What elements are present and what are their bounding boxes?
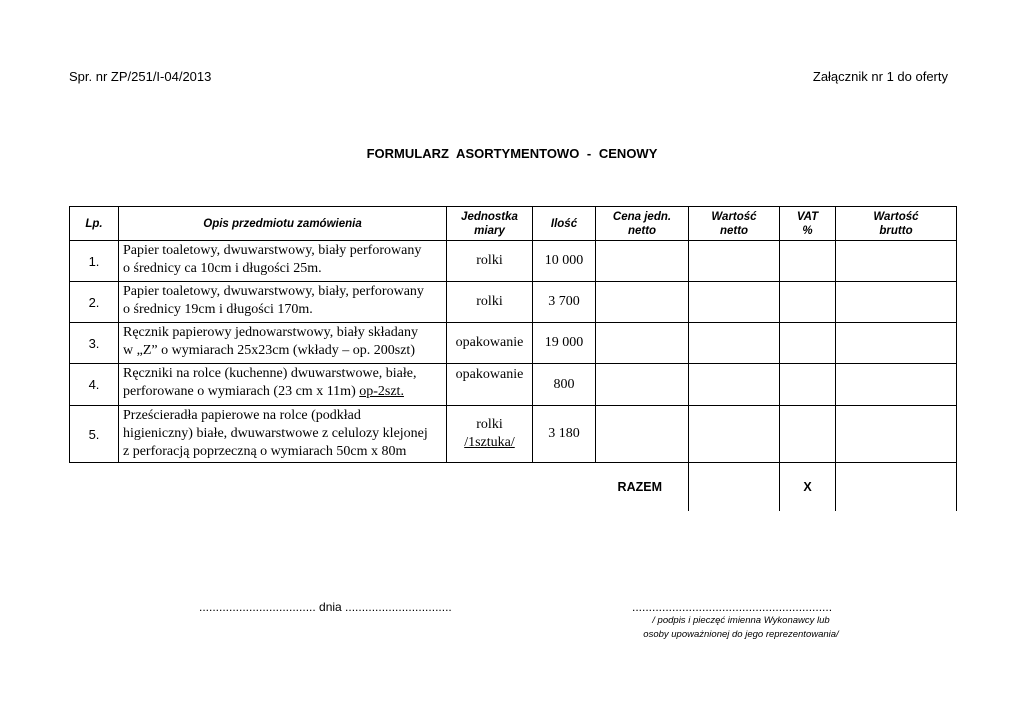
row-lp: 3. bbox=[70, 323, 119, 364]
header-unit-price bbox=[596, 207, 689, 241]
summary-gross-total-cell[interactable] bbox=[836, 463, 957, 512]
row-lp: 1. bbox=[70, 241, 119, 282]
signature-line: ............................................................ bbox=[632, 600, 833, 614]
header-vat-line2: % bbox=[802, 224, 813, 237]
description-underlined-note: op-2szt. bbox=[359, 384, 404, 399]
header-vat bbox=[780, 207, 836, 241]
row-unit: opakowanie bbox=[447, 323, 533, 364]
row-quantity: 10 000 bbox=[533, 241, 596, 282]
row-unit: rolki bbox=[447, 282, 533, 323]
summary-net-total-cell[interactable] bbox=[689, 463, 780, 512]
row-description bbox=[119, 323, 447, 364]
table-row bbox=[70, 241, 957, 282]
summary-label: RAZEM bbox=[596, 463, 689, 512]
row-net-value-cell[interactable] bbox=[689, 364, 780, 406]
table-row bbox=[70, 323, 957, 364]
header-unit-line1: Jednostka bbox=[461, 210, 518, 223]
row-gross-value-cell[interactable] bbox=[836, 364, 957, 406]
header-gross-value-line2: brutto bbox=[879, 224, 913, 237]
reference-number: Spr. nr ZP/251/I-04/2013 bbox=[69, 69, 212, 84]
row-description bbox=[119, 406, 447, 463]
header-description: Opis przedmiotu zamówienia bbox=[119, 207, 447, 241]
row-net-value-cell[interactable] bbox=[689, 406, 780, 463]
row-gross-value-cell[interactable] bbox=[836, 406, 957, 463]
description-line: Prześcieradła papierowe na rolce (podkład bbox=[123, 408, 361, 423]
row-unit-price-cell[interactable] bbox=[596, 406, 689, 463]
row-vat-cell[interactable] bbox=[780, 406, 836, 463]
header-unit-price-line1: Cena jedn. bbox=[612, 210, 672, 223]
header-net-value-line1: Wartość bbox=[711, 210, 757, 223]
row-unit bbox=[447, 406, 533, 463]
header-unit-line2: miary bbox=[474, 224, 505, 237]
description-line: Ręczniki na rolce (kuchenne) dwuwarstwowe, białe, bbox=[123, 366, 417, 381]
row-lp: 2. bbox=[70, 282, 119, 323]
description-line: o średnicy 19cm i długości 170m. bbox=[123, 302, 313, 317]
row-unit-price-cell[interactable] bbox=[596, 364, 689, 406]
summary-blank bbox=[447, 463, 533, 512]
price-form-table bbox=[69, 206, 957, 511]
row-quantity: 800 bbox=[533, 364, 596, 406]
description-line: Papier toaletowy, dwuwarstwowy, biały perforowany bbox=[123, 243, 422, 258]
row-vat-cell[interactable] bbox=[780, 241, 836, 282]
row-gross-value-cell[interactable] bbox=[836, 323, 957, 364]
table-header-row bbox=[70, 207, 957, 241]
signature-note bbox=[600, 614, 882, 642]
table-row bbox=[70, 406, 957, 463]
header-quantity: Ilość bbox=[533, 207, 596, 241]
table-row bbox=[70, 364, 957, 406]
header-net-value bbox=[689, 207, 780, 241]
row-unit-price-cell[interactable] bbox=[596, 241, 689, 282]
header-gross-value-line1: Wartość bbox=[873, 210, 919, 223]
signature-note-line: osoby upoważnionej do jego reprezentowania/ bbox=[643, 629, 839, 640]
row-gross-value-cell[interactable] bbox=[836, 282, 957, 323]
description-line: perforowane o wymiarach (23 cm x 11m) bbox=[123, 384, 360, 399]
row-description bbox=[119, 282, 447, 323]
header-gross-value bbox=[836, 207, 957, 241]
header-vat-line1: VAT bbox=[796, 210, 819, 223]
row-vat-cell[interactable] bbox=[780, 364, 836, 406]
header-lp: Lp. bbox=[70, 207, 119, 241]
row-unit-price-cell[interactable] bbox=[596, 282, 689, 323]
row-net-value-cell[interactable] bbox=[689, 282, 780, 323]
summary-row bbox=[70, 463, 957, 512]
unit-line: /1sztuka/ bbox=[464, 435, 515, 450]
row-unit: rolki bbox=[447, 241, 533, 282]
table-row bbox=[70, 282, 957, 323]
row-quantity: 19 000 bbox=[533, 323, 596, 364]
header-unit bbox=[447, 207, 533, 241]
row-unit-price-cell[interactable] bbox=[596, 323, 689, 364]
description-line: o średnicy ca 10cm i długości 25m. bbox=[123, 261, 322, 276]
header-net-value-line2: netto bbox=[719, 224, 749, 237]
row-gross-value-cell[interactable] bbox=[836, 241, 957, 282]
row-quantity: 3 700 bbox=[533, 282, 596, 323]
header-unit-price-line2: netto bbox=[627, 224, 657, 237]
description-line: Papier toaletowy, dwuwarstwowy, biały, perforowany bbox=[123, 284, 424, 299]
description-line: Ręcznik papierowy jednowarstwowy, biały składany bbox=[123, 325, 418, 340]
row-net-value-cell[interactable] bbox=[689, 241, 780, 282]
description-line: higieniczny) białe, dwuwarstwowe z celulozy klejonej bbox=[123, 426, 428, 441]
row-unit: opakowanie bbox=[447, 364, 533, 406]
summary-blank bbox=[70, 463, 119, 512]
description-line: z perforacją poprzeczną o wymiarach 50cm x 80m bbox=[123, 444, 407, 459]
signature-note-line: / podpis i pieczęć imienna Wykonawcy lub bbox=[652, 615, 830, 626]
form-title: FORMULARZ ASORTYMENTOWO - CENOWY bbox=[366, 146, 658, 161]
date-line: ................................... dnia ................................ bbox=[199, 600, 452, 614]
row-lp: 4. bbox=[70, 364, 119, 406]
row-description bbox=[119, 241, 447, 282]
row-description bbox=[119, 364, 447, 406]
summary-vat-mark: X bbox=[780, 463, 836, 512]
row-vat-cell[interactable] bbox=[780, 323, 836, 364]
summary-blank bbox=[533, 463, 596, 512]
summary-blank bbox=[119, 463, 447, 512]
description-line: w „Z” o wymiarach 25x23cm (wkłady – op. 200szt) bbox=[123, 343, 415, 358]
row-vat-cell[interactable] bbox=[780, 282, 836, 323]
row-quantity: 3 180 bbox=[533, 406, 596, 463]
row-lp: 5. bbox=[70, 406, 119, 463]
row-net-value-cell[interactable] bbox=[689, 323, 780, 364]
annex-label: Załącznik nr 1 do oferty bbox=[812, 69, 948, 84]
unit-line: rolki bbox=[476, 417, 503, 432]
